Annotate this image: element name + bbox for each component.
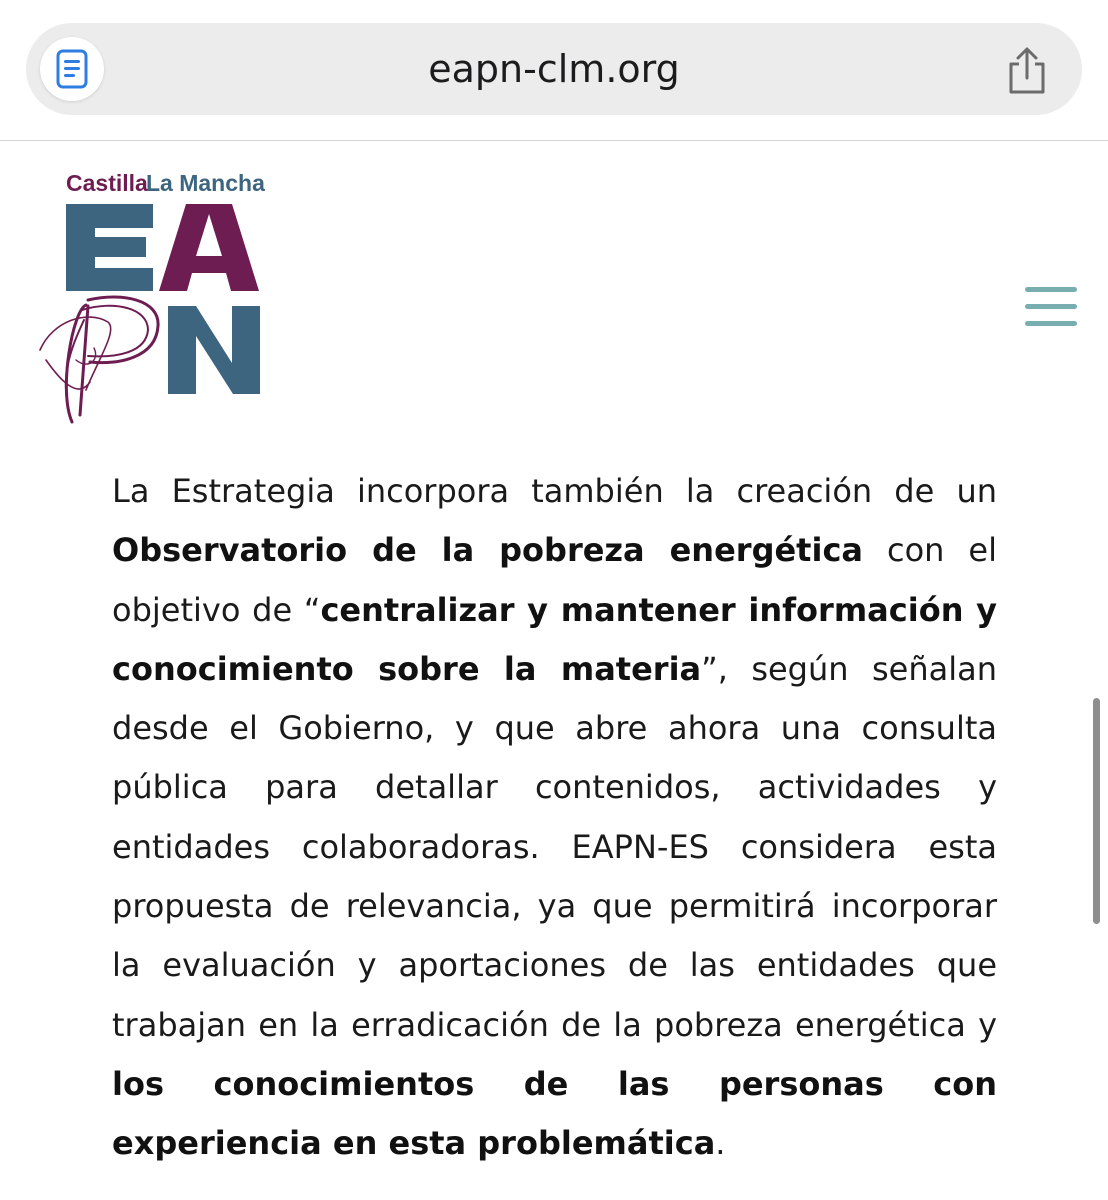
article-text: La Estrategia incorpora también la creación de un [112, 472, 997, 510]
article-bold-observatorio: Observatorio de la pobreza energética [112, 531, 863, 570]
logo-letter-p [40, 297, 158, 422]
logo-letter-a [159, 204, 259, 291]
article-bold-conocimientos: los conocimientos de las personas con experiencia en esta problemática [112, 1064, 997, 1163]
address-bar-divider [0, 140, 1108, 141]
logo-region-la-mancha: La Mancha [146, 170, 265, 196]
article-text: con el objetivo de “ [112, 531, 997, 629]
logo-letter-n [168, 306, 260, 394]
hamburger-menu-button[interactable] [1022, 282, 1080, 330]
site-logo[interactable] [28, 160, 268, 440]
scroll-indicator[interactable] [1093, 698, 1100, 924]
article-paragraph [112, 462, 997, 1174]
article-text: . [715, 1124, 726, 1163]
share-button[interactable] [1002, 45, 1052, 97]
logo-letter-e [66, 204, 153, 291]
address-bar[interactable] [26, 23, 1082, 115]
logo-region-castilla: Castilla [66, 170, 148, 196]
url-text[interactable]: eapn-clm.org [428, 47, 680, 91]
article-text: ”, según señalan desde el Gobierno, y que abre ahora una consulta pública para detallar contenidos, actividades y entidades colaboradoras. EAPN-ES considera esta propuesta de relevancia, ya que permitirá incorporar la evaluación y aportaciones de las entidades que trabajan en la erradicación de la pobreza energética y [112, 649, 998, 1044]
eapn-logo-graphic [28, 160, 268, 440]
share-icon [1005, 46, 1049, 96]
article-bold-quote: centralizar y mantener información y conocimiento sobre la materia [112, 590, 998, 688]
